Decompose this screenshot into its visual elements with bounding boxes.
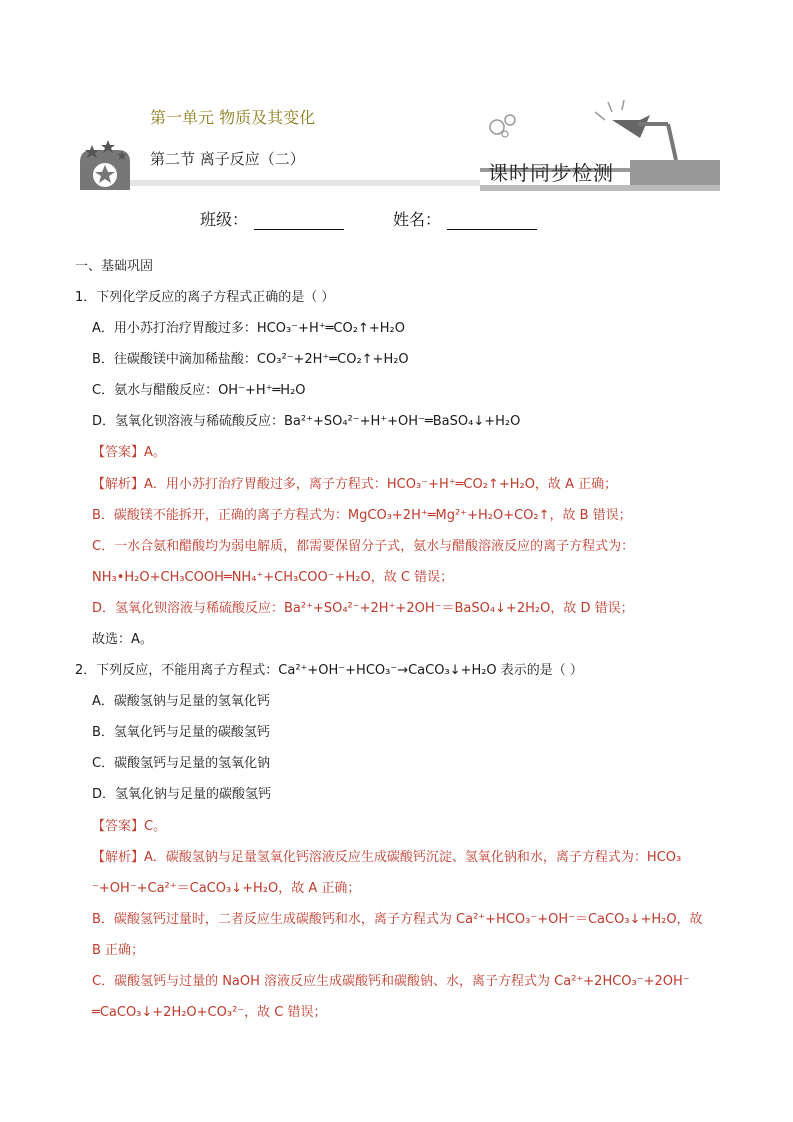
q1-option: A．用小苏打治疗胃酸过多：HCO₃⁻+H⁺═CO₂↑+H₂O [92,321,405,336]
q2-analysis-line: ═CaCO₃↓+2H₂O+CO₃²⁻，故 C 错误； [92,1005,327,1020]
q1-option: B．往碳酸镁中滴加稀盐酸：CO₃²⁻+2H⁺═CO₂↑+H₂O [92,352,409,367]
name-field[interactable] [393,207,537,230]
name-label: 姓名： [393,210,442,229]
q2-option: D．氢氧化钠与足量的碳酸氢钙 [92,787,272,802]
q1-analysis-line: D．氢氧化钡溶液与稀硫酸反应：Ba²⁺+SO₄²⁻+2H⁺+2OH⁻＝BaSO₄↓+2H₂O，故 D 错误； [92,601,634,616]
q1-conclusion: 故选：A。 [92,632,153,647]
q2-analysis-line: B 正确； [92,943,145,958]
q1-analysis-line: NH₃•H₂O+CH₃COOH═NH₄⁺+CH₃COO⁻+H₂O，故 C 错误； [92,570,454,585]
badge-title: 课时同步检测 [488,161,614,185]
class-field[interactable] [200,207,344,230]
q1-analysis-line: C．一水合氨和醋酸均为弱电解质，都需要保留分子式，氨水与醋酸溶液反应的离子方程式为： [92,539,635,554]
name-blank[interactable] [447,211,537,230]
q1-analysis-line: 【解析】A．用小苏打治疗胃酸过多，离子方程式：HCO₃⁻+H⁺═CO₂↑+H₂O，故 A 正确； [92,477,618,492]
section-heading: 一、基础巩固 [75,259,154,274]
q1-option: D．氢氧化钡溶液与稀硫酸反应：Ba²⁺+SO₄²⁻+H⁺+OH⁻═BaSO₄↓+H₂O [92,414,521,429]
q2-analysis-line: 【解析】A．碳酸氢钠与足量氢氧化钙溶液反应生成碳酸钙沉淀、氢氧化钠和水，离子方程式为：HCO₃ [92,850,682,865]
header-decoration [0,0,793,210]
unit-title: 第一单元 物质及其变化 [150,108,316,127]
lamp-icon [490,100,676,160]
q2-stem: 2．下列反应，不能用离子方程式：Ca²⁺+OH⁻+HCO₃⁻→CaCO₃↓+H₂O 表示的是（ ） [75,663,583,678]
star-emblem-icon [80,140,130,190]
class-blank[interactable] [254,211,344,230]
q2-analysis-line: ⁻+OH⁻+Ca²⁺＝CaCO₃↓+H₂O，故 A 正确； [92,881,361,896]
q1-analysis-line: B．碳酸镁不能拆开，正确的离子方程式为：MgCO₃+2H⁺═Mg²⁺+H₂O+CO₂↑，故 B 错误； [92,508,632,523]
page-header [0,0,793,210]
q2-analysis-line: B．碳酸氢钙过量时，二者反应生成碳酸钙和水，离子方程式为 Ca²⁺+HCO₃⁻+OH⁻＝CaCO₃↓+H₂O，故 [92,912,703,927]
q2-option: B．氢氧化钙与足量的碳酸氢钙 [92,725,270,740]
section-title: 第二节 离子反应（二） [150,150,305,168]
q1-answer: 【答案】A。 [92,445,166,460]
student-info-fields [0,207,793,237]
q1-option: C．氨水与醋酸反应：OH⁻+H⁺═H₂O [92,383,306,398]
q2-option: C．碳酸氢钙与足量的氢氧化钠 [92,756,271,771]
class-label: 班级： [200,210,249,229]
q1-stem: 1．下列化学反应的离子方程式正确的是（ ） [75,290,335,305]
q2-option: A．碳酸氢钠与足量的氢氧化钙 [92,694,270,709]
q2-analysis-line: C．碳酸氢钙与过量的 NaOH 溶液反应生成碳酸钙和碳酸钠、水，离子方程式为 Ca²⁺+2HCO₃⁻+2OH⁻ [92,974,690,989]
q2-answer: 【答案】C。 [92,819,167,834]
